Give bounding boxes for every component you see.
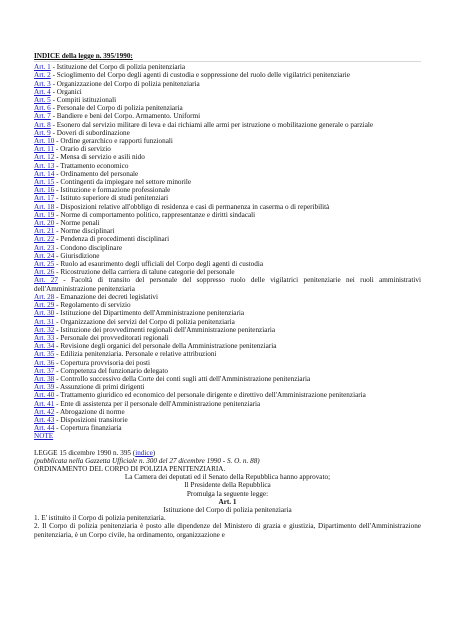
article-link[interactable]: Art. 41 (34, 399, 55, 408)
spacer (34, 441, 421, 449)
promulga-line: Promulga la seguente legge: (186, 489, 269, 498)
article-description: - Esonero dal servizio militare di leva e dai richiami alle armi per istruzione o mobilitazione generale o parziale (50, 120, 374, 129)
article-link[interactable]: Art. 8 (34, 120, 51, 129)
article-link[interactable]: Art. 27 (34, 276, 58, 285)
article-link[interactable]: Art. 14 (34, 169, 55, 178)
article-link[interactable]: Art. 7 (34, 112, 51, 121)
article-link[interactable]: Art. 24 (34, 251, 55, 260)
index-item (34, 194, 421, 202)
president-line: Il Presidente della Repubblica (184, 481, 271, 490)
notes-link[interactable]: NOTE (34, 432, 54, 441)
article-link[interactable]: Art. 12 (34, 153, 55, 162)
index-item (34, 227, 421, 235)
article-description: - Istituzione e formazione professionale (54, 186, 171, 195)
index-item (34, 416, 421, 424)
article-description: - Emanazione dei decreti legislativi (54, 292, 158, 301)
article-link[interactable]: Art. 30 (34, 309, 55, 318)
article-description: - Ordine gerarchico e rapporti funzionali (54, 137, 173, 146)
law-header (34, 449, 421, 457)
article-description: - Revisione degli organici del personale della Amministrazione penitenziaria (54, 342, 277, 351)
article-link[interactable]: Art. 20 (34, 219, 55, 228)
index-item (34, 424, 421, 432)
divider (34, 61, 421, 62)
index-item (34, 129, 421, 137)
law-header-text: LEGGE 15 dicembre 1990 n. 395 ( (34, 448, 136, 457)
index-item (34, 235, 421, 243)
article-link[interactable]: Art. 13 (34, 161, 55, 170)
article-description: - Contingenti da impiegare nel settore minorile (54, 178, 192, 187)
article-link[interactable]: Art. 35 (34, 350, 55, 359)
article-description: - Ricostruzione della carriera di talune categorie del personale (54, 268, 235, 277)
index-item (34, 153, 421, 161)
index-item (34, 293, 421, 301)
index-item (34, 367, 421, 375)
article-description: - Controllo successivo della Corte dei conti sugli atti dell'Amministrazione penitenziaria (54, 374, 311, 383)
article-link[interactable]: Art. 18 (34, 202, 55, 211)
article-link[interactable]: Art. 6 (34, 104, 51, 113)
article-description: - Condono disciplinare (54, 243, 123, 252)
article-description: - Edilizia penitenziaria. Personale e relative attribuzioni (54, 350, 217, 359)
index-item (34, 170, 421, 178)
article-link[interactable]: Art. 37 (34, 366, 55, 375)
article-link[interactable]: Art. 17 (34, 194, 55, 203)
article-link[interactable]: Art. 42 (34, 407, 55, 416)
article-description: - Organizzazione dei servizi del Corpo di polizia penitenziaria (54, 317, 235, 326)
article-link[interactable]: Art. 40 (34, 391, 55, 400)
article-description: - Istituzione dei provvedimenti regionali dell'Amministrazione penitenziaria (54, 325, 276, 334)
index-item (34, 359, 421, 367)
article-description: - Orario di servizio (54, 145, 111, 154)
article-description: - Abrogazione di norme (54, 407, 125, 416)
paragraph-2: 2. Il Corpo di polizia penitenziaria è posto alle dipendenze del Ministero di grazia e giustizia, Dipartimento dell'Amministrazione penitenziaria, è un Corpo civile, ha ordinamento, organizzazione e (34, 522, 421, 539)
article-description: - Giurisdizione (54, 251, 100, 260)
article-link[interactable]: Art. 31 (34, 317, 55, 326)
index-item (34, 334, 421, 342)
index-item (34, 342, 421, 350)
index-item (34, 318, 421, 326)
index-item (34, 63, 421, 71)
index-item (34, 408, 421, 416)
article-description: - Norme penali (54, 219, 100, 228)
index-item (34, 391, 421, 399)
index-item (34, 326, 421, 334)
article-description: - Copertura provvisoria dei posti (54, 358, 150, 367)
index-item (34, 178, 421, 186)
article-description: - Ruolo ad esaurimento degli ufficiali del Corpo degli agenti di custodia (54, 260, 264, 269)
publication-note: (pubblicata nella Gazzetta Ufficiale n. 300 del 27 dicembre 1990 - S. O. n. 88) (34, 456, 260, 465)
article-link[interactable]: Art. 34 (34, 342, 55, 351)
article-description: - Norme di comportamento politico, rappresentanze e diritti sindacali (54, 210, 256, 219)
article-description: - Mensa di servizio e asili nido (54, 153, 145, 162)
article-link[interactable]: Art. 11 (34, 145, 55, 154)
article-link[interactable]: Art. 3 (34, 79, 51, 88)
article-link[interactable]: Art. 15 (34, 178, 55, 187)
index-item (34, 375, 421, 383)
index-item (34, 80, 421, 88)
article-description: - Personale del Corpo di polizia penitenziaria (50, 104, 183, 113)
article-link[interactable]: Art. 29 (34, 301, 55, 310)
article-link[interactable]: Art. 28 (34, 292, 55, 301)
article-link[interactable]: Art. 43 (34, 415, 55, 424)
article-description: - Disposizioni relative all'obbligo di residenza e casi di permanenza in caserma o di reperibilità (54, 202, 330, 211)
article-link[interactable]: Art. 23 (34, 243, 55, 252)
article-link[interactable]: Art. 9 (34, 128, 51, 137)
article-link[interactable]: Art. 38 (34, 374, 55, 383)
article-description: - Trattamento economico (54, 161, 129, 170)
index-item (34, 301, 421, 309)
index-item (34, 104, 421, 112)
article-description: - Doveri di subordinazione (50, 128, 130, 137)
article-link[interactable]: Art. 1 (34, 63, 51, 72)
article-link[interactable]: Art. 39 (34, 383, 55, 392)
article-description: - Disposizioni transitorie (54, 415, 128, 424)
article-link[interactable]: Art. 36 (34, 358, 55, 367)
index-item (34, 219, 421, 227)
index-item (34, 244, 421, 252)
index-item (34, 276, 421, 292)
article-subtitle: Istituzione del Corpo di polizia penitenziaria (163, 505, 292, 514)
article-description: - Istituzione del Corpo di polizia penitenziaria (50, 63, 186, 72)
article-link[interactable]: Art. 10 (34, 137, 55, 146)
article-link[interactable]: Art. 5 (34, 96, 51, 105)
paragraph-1: 1. E' istituito il Corpo di polizia penitenziaria. (34, 514, 166, 523)
article-link[interactable]: Art. 26 (34, 268, 55, 277)
article-description: - Pendenza di procedimenti disciplinari (54, 235, 170, 244)
article-heading: Art. 1 (218, 497, 237, 506)
index-item (34, 96, 421, 104)
article-link[interactable]: Art. 25 (34, 260, 55, 269)
index-item (34, 121, 421, 129)
index-item (34, 203, 421, 211)
article-description: - Competenza del funzionario delegato (54, 366, 168, 375)
article-description: - Facoltà di transito del personale del soppresso ruolo delle vigilatrici penitenziarie nei ruoli amministrativi dell'Amministrazione penitenziaria (34, 276, 421, 293)
article-link[interactable]: Art. 44 (34, 424, 55, 433)
approval-line: La Camera dei deputati ed il Senato della Repubblica hanno approvato; (124, 473, 331, 482)
index-item (34, 383, 421, 391)
article-description: - Assunzione di primi dirigenti (54, 383, 145, 392)
article-description: - Norme disciplinari (54, 227, 115, 236)
article-description: - Bandiere e beni del Corpo. Armamento. Uniformi (50, 112, 201, 121)
index-item (34, 252, 421, 260)
article-description: - Personale dei provveditorati regionali (54, 333, 169, 342)
index-list (34, 63, 421, 432)
index-item (34, 211, 421, 219)
index-item (34, 88, 421, 96)
document-body (34, 52, 421, 539)
article-link[interactable]: Art. 21 (34, 227, 55, 236)
index-item (34, 350, 421, 358)
index-item (34, 162, 421, 170)
article-description: - Ordinamento del personale (54, 169, 139, 178)
article-link[interactable]: Art. 2 (34, 71, 51, 80)
law-title: ORDINAMENTO DEL CORPO DI POLIZIA PENITENZIARIA. (34, 464, 226, 473)
article-description: - Trattamento giuridico ed economico del personale dirigente e direttivo dell'Amministrazione penitenziaria (54, 391, 366, 400)
article-description: - Compiti istituzionali (50, 96, 117, 105)
index-item (34, 309, 421, 317)
law-header-close: ) (152, 448, 156, 457)
article-description: - Organici (50, 87, 82, 96)
index-item (34, 186, 421, 194)
article-description: - Copertura finanziaria (54, 424, 122, 433)
index-link[interactable]: indice (135, 448, 153, 457)
index-item (34, 137, 421, 145)
article-description: - Organizzazione del Corpo di polizia penitenziaria (50, 79, 200, 88)
article-link[interactable]: Art. 16 (34, 186, 55, 195)
index-item (34, 71, 421, 79)
article-link[interactable]: Art. 32 (34, 325, 55, 334)
index-item (34, 268, 421, 276)
index-item (34, 145, 421, 153)
article-description: - Istituto superiore di studi penitenziari (54, 194, 169, 203)
article-link[interactable]: Art. 19 (34, 210, 55, 219)
article-link[interactable]: Art. 22 (34, 235, 55, 244)
article-link[interactable]: Art. 33 (34, 333, 55, 342)
article-description: - Ente di assistenza per il personale dell'Amministrazione penitenziaria (54, 399, 261, 408)
article-link[interactable]: Art. 4 (34, 87, 51, 96)
article-description: - Istituzione del Dipartimento dell'Amministrazione penitenziaria (54, 309, 245, 318)
index-item (34, 112, 421, 120)
index-title: INDICE della legge n. 395/1990: (34, 52, 133, 60)
article-description: - Scioglimento del Corpo degli agenti di custodia e soppressione del ruolo delle vigilatrici penitenziarie (50, 71, 350, 80)
index-item (34, 400, 421, 408)
article-description: - Regolamento di servizio (54, 301, 131, 310)
index-item (34, 260, 421, 268)
